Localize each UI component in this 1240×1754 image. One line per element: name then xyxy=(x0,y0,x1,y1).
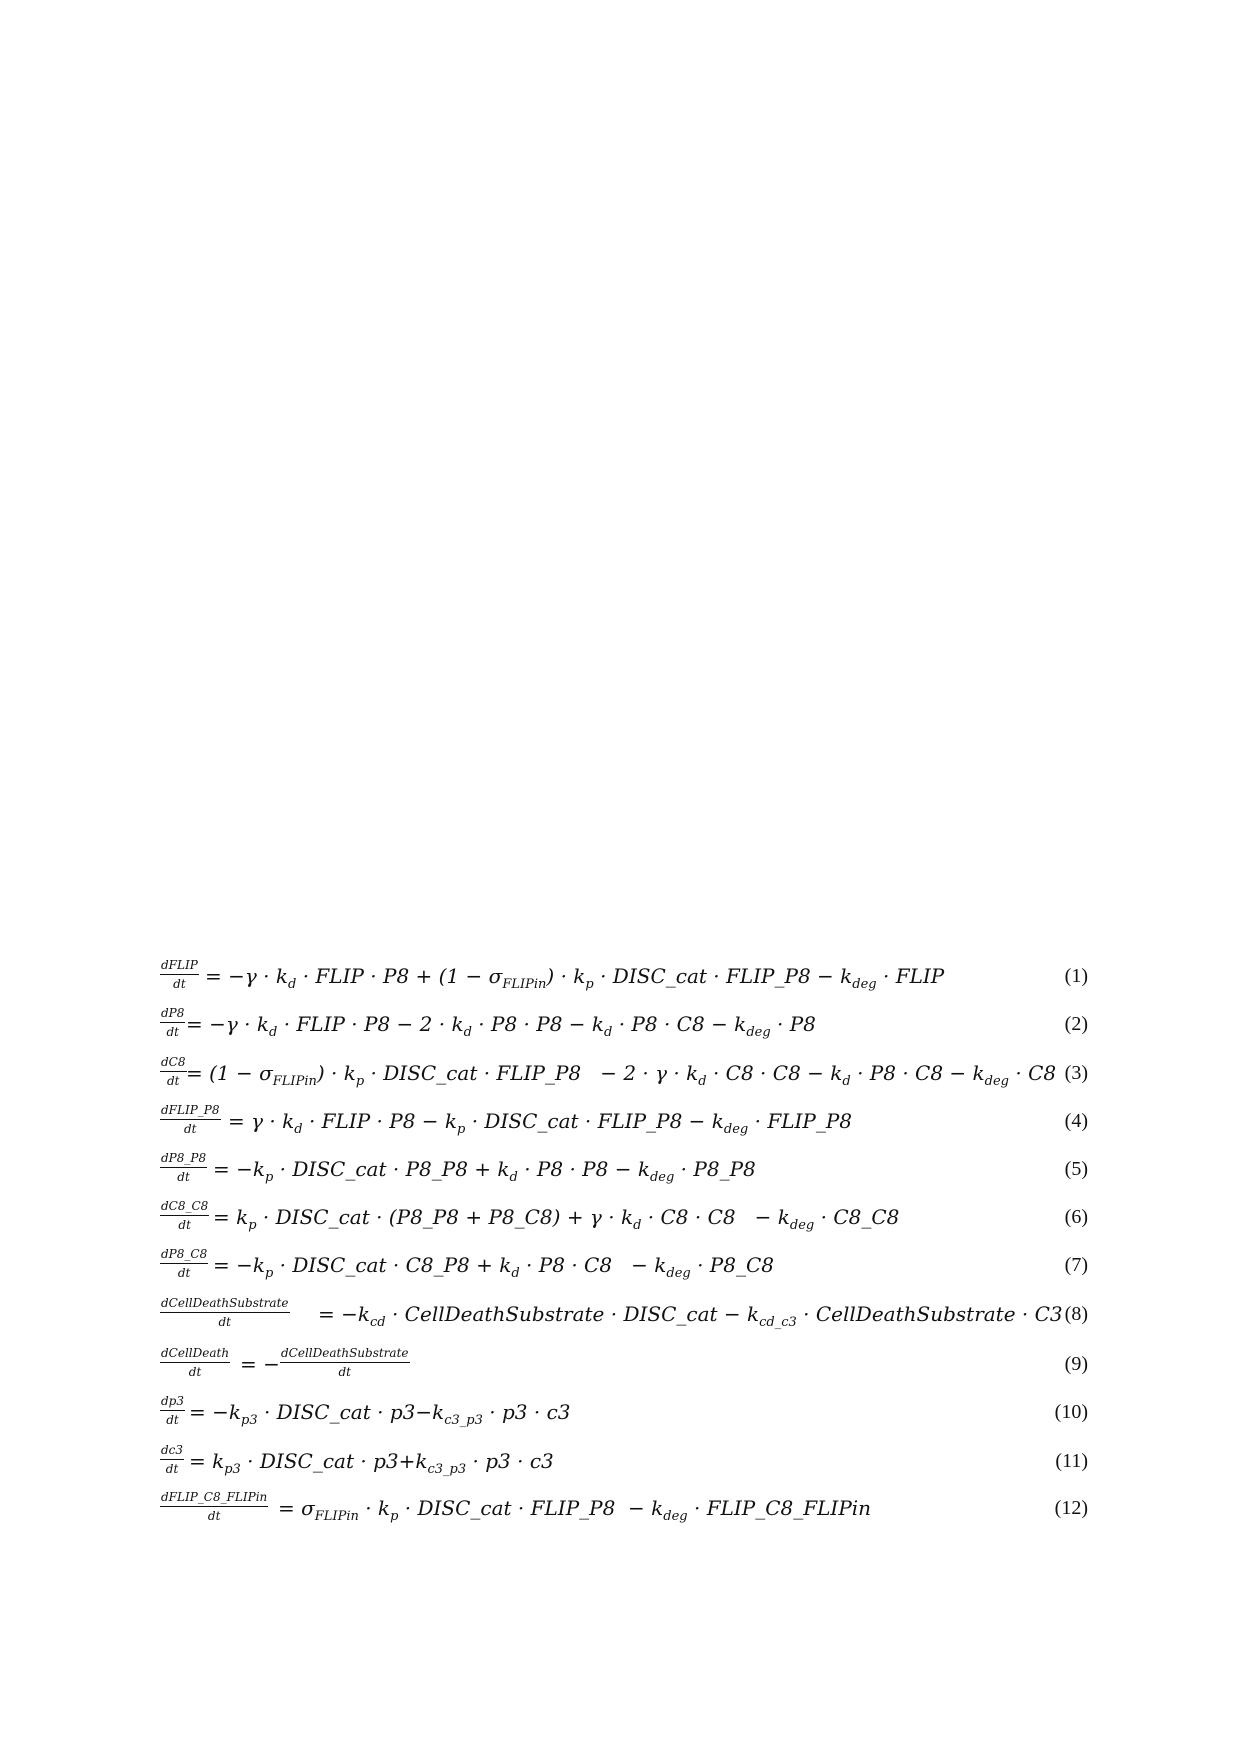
equation-lhs-fraction xyxy=(160,1055,187,1089)
lhs-denominator: dt xyxy=(178,1218,191,1232)
lhs-numerator: dCellDeathSubstrate xyxy=(160,1296,290,1313)
equation-number: (4) xyxy=(1064,1110,1088,1132)
equation-lhs-fraction xyxy=(160,1103,221,1137)
equation-rhs: = $k_{p3}$ · DISC_cat · $p3+k_{c3\_p3} \cdot p3 \cdot c3$ xyxy=(189,1449,554,1477)
equation-5 xyxy=(160,1151,1088,1197)
equation-number: (9) xyxy=(1064,1353,1088,1375)
equation-8 xyxy=(160,1296,1088,1342)
equation-number: (1) xyxy=(1064,965,1088,987)
equation-rhs: = $-\gamma \cdot k_d$ · FLIP · $P8 + (1 - \sigma_{FLIPin}) \cdot k_p$ · DISC_cat · FLIP_P8 − $k_{deg}$ · FLIP xyxy=(205,964,945,992)
lhs-denominator: dt xyxy=(166,1025,179,1039)
equation-lhs-fraction xyxy=(160,1443,184,1477)
lhs-denominator: dt xyxy=(165,1462,179,1476)
equation-7 xyxy=(160,1247,1088,1293)
lhs-numerator: dc3 xyxy=(160,1443,184,1460)
equation-lhs-fraction xyxy=(160,1296,290,1330)
rhs-numerator: dCellDeathSubstrate xyxy=(280,1346,410,1363)
lhs-numerator: dC8_C8 xyxy=(160,1199,209,1216)
equation-3 xyxy=(160,1055,1088,1101)
lhs-denominator: dt xyxy=(177,1170,190,1184)
equation-lhs-fraction xyxy=(160,1151,207,1185)
equation-lhs-fraction xyxy=(160,1199,209,1233)
equation-number: (3) xyxy=(1064,1062,1088,1084)
equation-number: (10) xyxy=(1054,1401,1088,1423)
equation-rhs-fraction xyxy=(280,1346,410,1380)
equation-12 xyxy=(160,1490,1088,1536)
equation-rhs: = $-k_p$ · DISC_cat · P8_P8 + $k_d \cdot P8 \cdot P8 - k_{deg}$ · P8_P8 xyxy=(213,1157,756,1185)
equation-9 xyxy=(160,1346,1088,1392)
rhs-denominator: dt xyxy=(338,1365,351,1379)
lhs-numerator: dFLIP_C8_FLIPin xyxy=(160,1490,268,1507)
equation-rhs: = $-\gamma \cdot k_d$ · FLIP · $P8 - 2 \cdot k_d \cdot P8 \cdot P8 - k_d \cdot P8 \cdot C8 - k_{deg} \cdot P8$ xyxy=(186,1012,816,1040)
lhs-numerator: dP8_C8 xyxy=(160,1247,208,1264)
equation-lhs-fraction xyxy=(160,958,199,992)
equation-number: (7) xyxy=(1064,1254,1088,1276)
equation-number: (12) xyxy=(1054,1497,1088,1519)
lhs-numerator: dFLIP xyxy=(160,958,199,975)
equation-rhs: = $\sigma_{FLIPin} \cdot k_p$ · DISC_cat · FLIP_P8 − $k_{deg}$ · FLIP_C8_FLIPin xyxy=(278,1496,872,1524)
equation-number: (2) xyxy=(1064,1013,1088,1035)
equation-rhs: = $-k_p$ · DISC_cat · C8_P8 + $k_d \cdot P8 \cdot C8 - k_{deg}$ · P8_C8 xyxy=(213,1253,774,1281)
lhs-denominator: dt xyxy=(166,1413,179,1427)
equation-11 xyxy=(160,1443,1088,1489)
equation-number: (5) xyxy=(1064,1158,1088,1180)
equation-4 xyxy=(160,1103,1088,1149)
lhs-numerator: dCellDeath xyxy=(160,1346,230,1363)
equation-rhs: = $-k_{cd}$ · CellDeathSubstrate · DISC_cat − $k_{cd\_c3}$ · CellDeathSubstrate · C3 xyxy=(318,1302,1063,1330)
equation-number: (6) xyxy=(1064,1206,1088,1228)
equation-lhs-fraction xyxy=(160,1006,185,1040)
equation-lhs-fraction xyxy=(160,1394,185,1428)
equation-number: (11) xyxy=(1055,1450,1088,1472)
lhs-denominator: dt xyxy=(173,977,186,991)
equation-number: (8) xyxy=(1064,1303,1088,1325)
equation-lhs-fraction xyxy=(160,1490,268,1524)
equation-2 xyxy=(160,1006,1088,1052)
equation-rhs: = $k_p$ · DISC_cat · (P8_P8 + P8_C8) + $\gamma \cdot k_d \cdot C8 \cdot C8 - k_{deg}$ · C8_C8 xyxy=(213,1205,900,1233)
lhs-denominator: dt xyxy=(183,1122,197,1136)
lhs-denominator: dt xyxy=(166,1074,180,1088)
lhs-numerator: dP8 xyxy=(160,1006,185,1023)
equation-lhs-fraction xyxy=(160,1247,208,1281)
equation-1 xyxy=(160,958,1088,1004)
lhs-denominator: dt xyxy=(177,1266,191,1280)
lhs-denominator: dt xyxy=(207,1509,221,1523)
equation-rhs: = $\gamma \cdot k_d$ · FLIP · $P8 - k_p$ · DISC_cat · FLIP_P8 − $k_{deg}$ · FLIP_P8 xyxy=(228,1109,853,1137)
lhs-numerator: dFLIP_P8 xyxy=(160,1103,221,1120)
lhs-denominator: dt xyxy=(218,1315,231,1329)
lhs-numerator: dp3 xyxy=(160,1394,185,1411)
equation-rhs: = − xyxy=(240,1352,280,1376)
lhs-numerator: dP8_P8 xyxy=(160,1151,207,1168)
equation-lhs-fraction xyxy=(160,1346,230,1380)
equation-rhs: = $-k_{p3}$ · DISC_cat · $p3-k_{c3\_p3} \cdot p3 \cdot c3$ xyxy=(189,1400,571,1428)
lhs-numerator: dC8 xyxy=(160,1055,187,1072)
equation-6 xyxy=(160,1199,1088,1245)
equation-rhs: = $(1 - \sigma_{FLIPin}) \cdot k_p$ · DISC_cat · FLIP_P8 − $2 \cdot \gamma \cdot k_d \cdot C8 \cdot C8 - k_d \cdot P8 \cdot C8 - k_{deg} \cdot C8$ xyxy=(186,1061,1057,1089)
lhs-denominator: dt xyxy=(188,1365,202,1379)
equation-10 xyxy=(160,1394,1088,1440)
